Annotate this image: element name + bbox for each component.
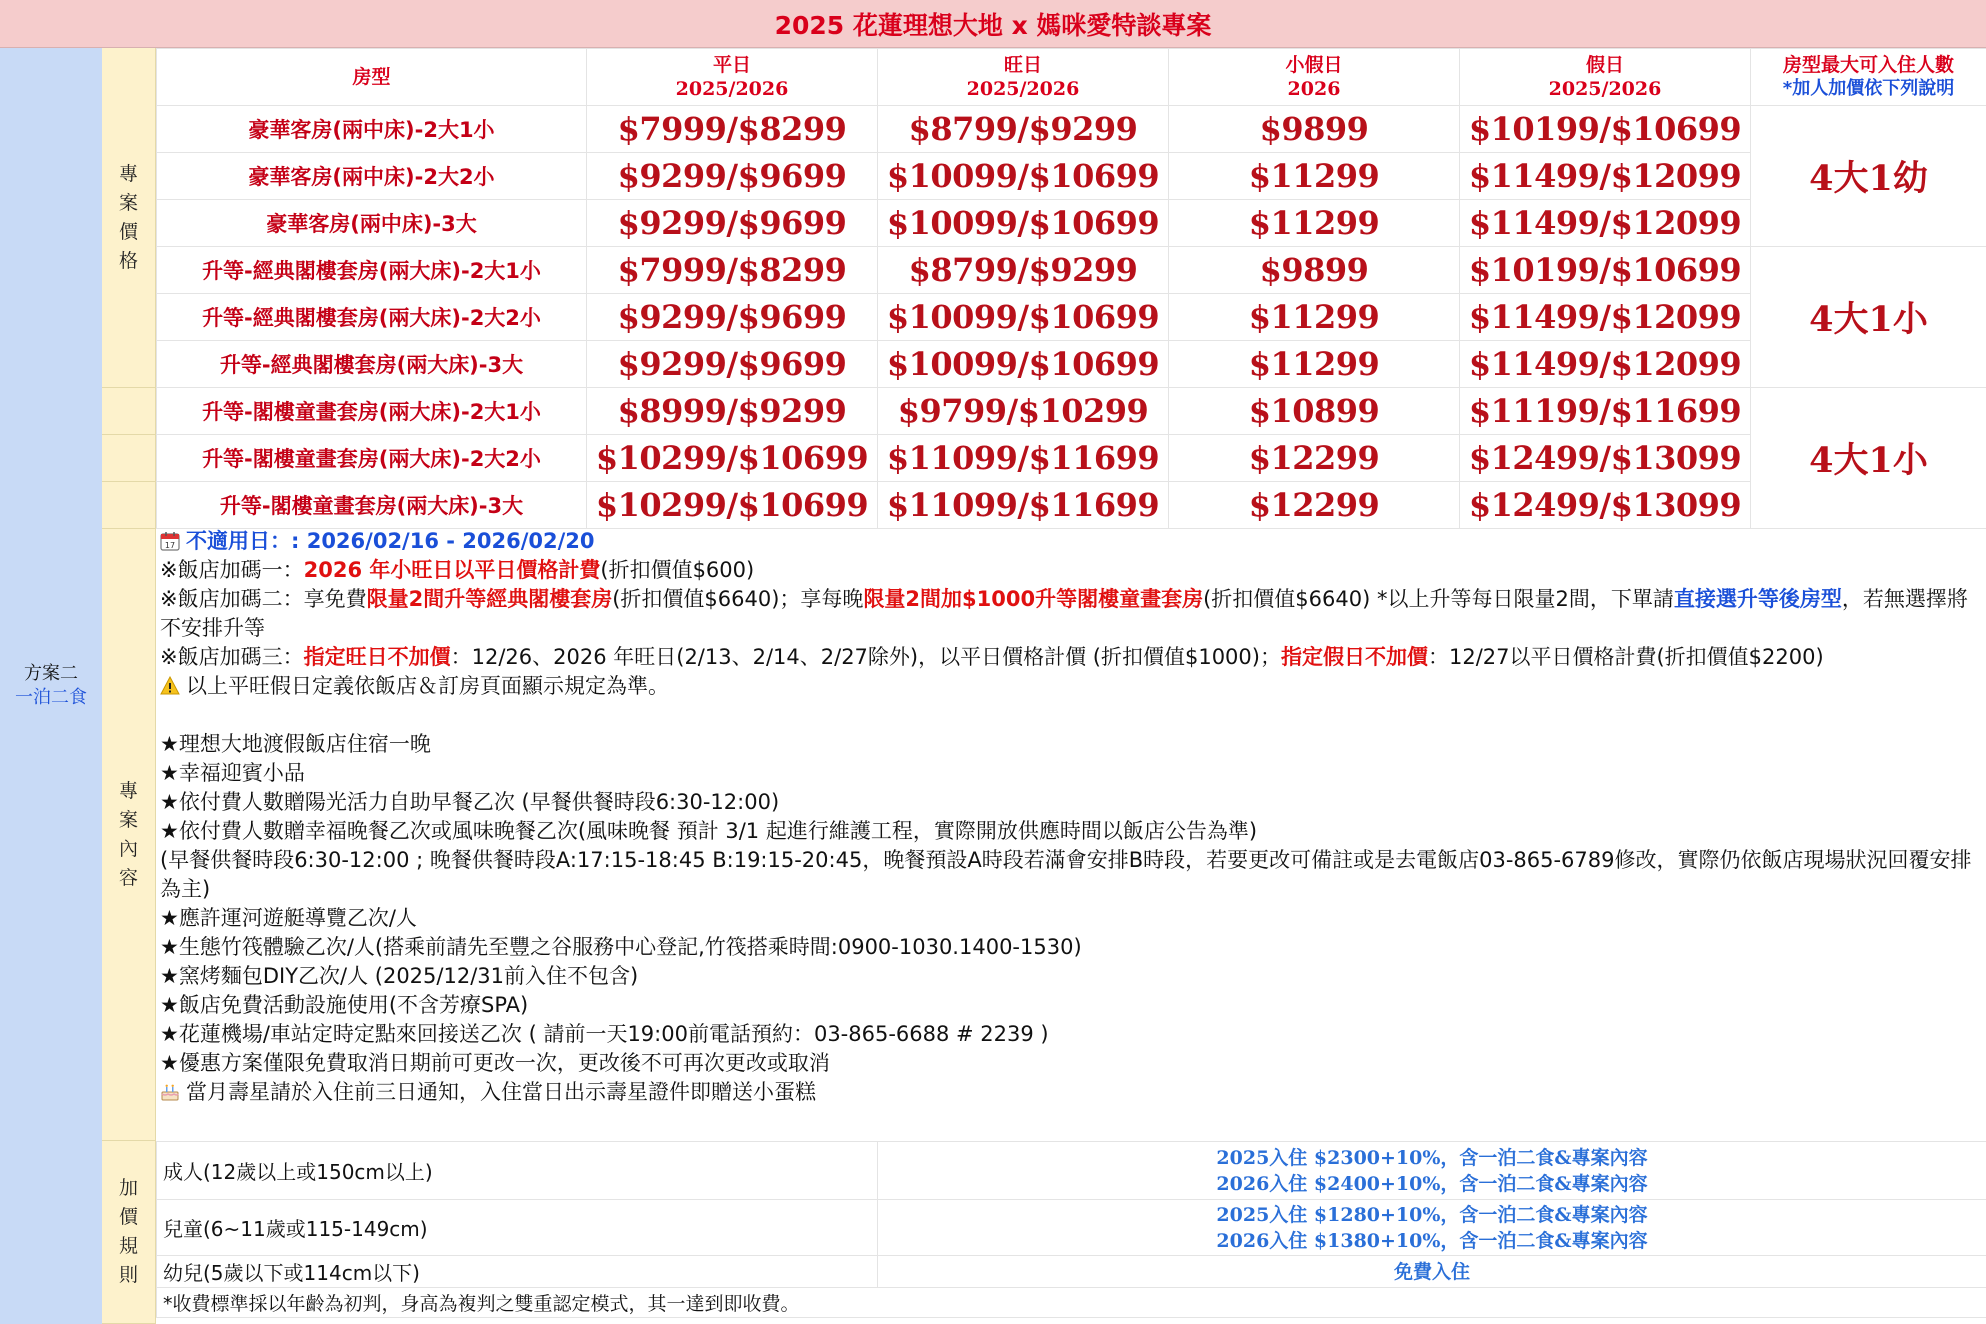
plan-name: 方案二	[24, 663, 78, 684]
table-row: 豪華客房(兩中床)-3大 $9299/$9699 $10099/$10699 $11299 $11499/$12099	[157, 200, 1986, 247]
section-spacer-2	[102, 435, 156, 482]
section-price-label: 專 案 價 格	[102, 48, 156, 388]
table-row: 升等-經典閣樓套房(兩大床)-2大2小 $9299/$9699 $10099/$10699 $11299 $11499/$12099	[157, 294, 1986, 341]
capacity-cell: 4大1小	[1751, 247, 1986, 388]
header-room-type: 房型	[157, 49, 587, 106]
header-peak-day: 旺日 2025/2026	[878, 49, 1169, 106]
section-content-label: 專 案 內 容	[102, 529, 156, 1141]
price-header-row	[157, 49, 1986, 106]
blank-line	[160, 701, 1980, 730]
table-row: 幼兒(5歲以下或114cm以下) 免費入住	[157, 1256, 1986, 1288]
plan-label	[0, 48, 103, 1324]
page-title: 2025 花蓮理想大地 x 媽咪愛特談專案	[0, 0, 1986, 48]
price-table	[156, 48, 1986, 529]
table-row	[157, 1288, 1986, 1318]
section-addon-label: 加 價 規 則	[102, 1141, 156, 1324]
birthday-line: 當月壽星請於入住前三日通知，入住當日出示壽星證件即贈送小蛋糕	[160, 1078, 1980, 1107]
list-item: (早餐供餐時段6:30-12:00 ; 晚餐供餐時段A:17:15-18:45 B:19:15-20:45，晚餐預設A時段若滿會安排B時段，若要更改可備註或是去電飯店03-865-6789修改，實際仍依飯店現場狀況回覆安排為主)	[160, 848, 1972, 901]
list-item: ★幸福迎賓小品	[160, 761, 305, 785]
list-item: ★依付費人數贈幸福晚餐乙次或風味晚餐乙次(風味晚餐 預計 3/1 起進行維護工程，實際開放供應時間以飯店公告為準)	[160, 819, 1258, 843]
bonus-2: ※飯店加碼二：享免費限量2間升等經典閣樓套房(折扣價值$6640)；享每晚限量2間加$1000升等閣樓童畫套房(折扣價值$6640) *以上升等每日限量2間，下單請直接選升等後房型，若無選擇將不安排升等	[160, 587, 1968, 640]
header-holiday: 假日 2025/2026	[1460, 49, 1751, 106]
table-row: 豪華客房(兩中床)-2大1小 $7999/$8299 $8799/$9299 $9899 $10199/$10699 4大1幼	[157, 106, 1986, 153]
table-row: 升等-經典閣樓套房(兩大床)-2大1小 $7999/$8299 $8799/$9299 $9899 $10199/$10699 4大1小	[157, 247, 1986, 294]
svg-text:17: 17	[164, 541, 176, 550]
list-item: ★應許運河遊艇導覽乙次/人	[160, 906, 417, 930]
list-item: ★生態竹筏體驗乙次/人(搭乘前請先至豐之谷服務中心登記,竹筏搭乘時間:0900-1030.1400-1530)	[160, 935, 1082, 959]
warning-icon	[160, 676, 180, 696]
addon-note: *收費標準採以年齡為初判，身高為複判之雙重認定模式，其一達到即收費。	[157, 1288, 1986, 1318]
addon-table	[156, 1141, 1986, 1318]
capacity-cell: 4大1幼	[1751, 106, 1986, 247]
table-row: 升等-閣樓童畫套房(兩大床)-2大2小 $10299/$10699 $11099/$11699 $12299 $12499/$13099	[157, 435, 1986, 482]
list-item: ★花蓮機場/車站定時定點來回接送乙次 ( 請前一天19:00前電話預約：03-865-6688 # 2239 )	[160, 1022, 1049, 1046]
header-max-occupancy: 房型最大可入住人數 *加人加價依下列說明	[1751, 49, 1986, 106]
plan-meal: 一泊二食	[15, 687, 87, 708]
warning-line: 以上平旺假日定義依飯店＆訂房頁面顯示規定為準。	[160, 672, 1980, 701]
list-item: ★依付費人數贈陽光活力自助早餐乙次 (早餐供餐時段6:30-12:00)	[160, 790, 780, 814]
section-spacer-3	[102, 482, 156, 529]
project-content	[160, 527, 1980, 1107]
capacity-cell: 4大1小	[1751, 388, 1986, 529]
bonus-3: ※飯店加碼三：指定旺日不加價：12/26、2026 年旺日(2/13、2/14、2/27除外)，以平日價格計價 (折扣價值$1000)；指定假日不加價：12/27以平日價格計費(折扣價值$2200)	[160, 645, 1824, 669]
header-mini-holiday: 小假日 2026	[1169, 49, 1460, 106]
bonus-1: ※飯店加碼一：2026 年小旺日以平日價格計費(折扣價值$600)	[160, 558, 755, 582]
table-row: 成人(12歲以上或150cm以上) 2025入住 $2300+10%，含一泊二食&專案內容 2026入住 $2400+10%，含一泊二食&專案內容	[157, 1142, 1986, 1200]
table-row: 升等-閣樓童畫套房(兩大床)-2大1小 $8999/$9299 $9799/$10299 $10899 $11199/$11699 4大1小	[157, 388, 1986, 435]
list-item: ★優惠方案僅限免費取消日期前可更改一次，更改後不可再次更改或取消	[160, 1051, 830, 1075]
list-item: ★窯烤麵包DIY乙次/人 (2025/12/31前入住不包含)	[160, 964, 639, 988]
list-item: ★飯店免費活動設施使用(不含芳療SPA)	[160, 993, 529, 1017]
calendar-icon	[160, 531, 180, 551]
table-row: 升等-閣樓童畫套房(兩大床)-3大 $10299/$10699 $11099/$11699 $12299 $12499/$13099	[157, 482, 1986, 529]
table-row: 豪華客房(兩中床)-2大2小 $9299/$9699 $10099/$10699 $11299 $11499/$12099	[157, 153, 1986, 200]
table-row: 升等-經典閣樓套房(兩大床)-3大 $9299/$9699 $10099/$10699 $11299 $11499/$12099	[157, 341, 1986, 388]
not-applicable-line: 17 不適用日：: 2026/02/16 - 2026/02/20	[160, 527, 1980, 556]
list-item: ★理想大地渡假飯店住宿一晚	[160, 732, 431, 756]
cake-icon	[160, 1082, 180, 1102]
header-weekday: 平日 2025/2026	[587, 49, 878, 106]
section-spacer-1	[102, 388, 156, 435]
table-row: 兒童(6~11歲或115-149cm) 2025入住 $1280+10%，含一泊二食&專案內容 2026入住 $1380+10%，含一泊二食&專案內容	[157, 1200, 1986, 1256]
